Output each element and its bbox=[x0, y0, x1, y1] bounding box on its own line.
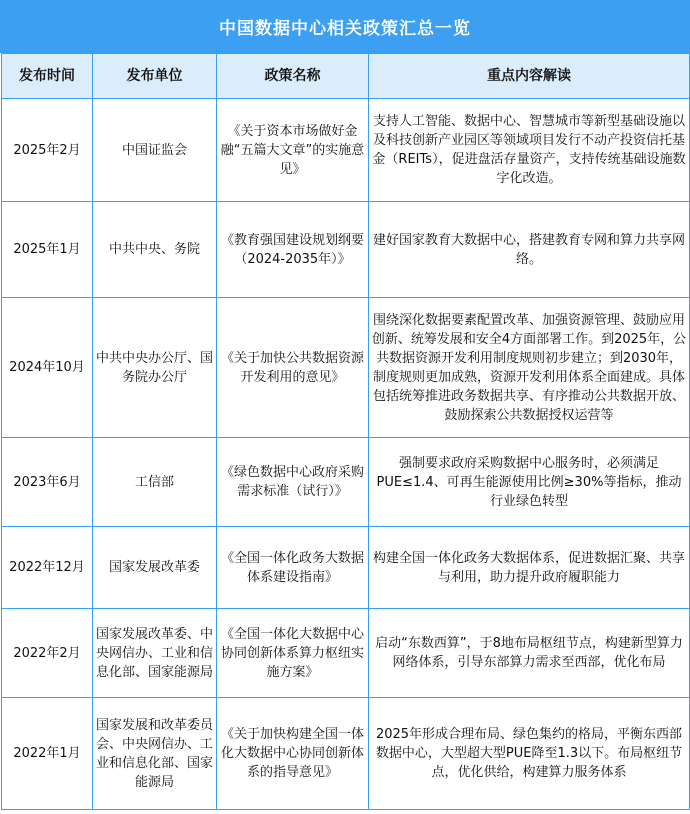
page-title: 中国数据中心相关政策汇总一览 bbox=[0, 0, 690, 53]
cell-time: 2023年6月 bbox=[2, 438, 93, 527]
table-header-row bbox=[2, 54, 690, 99]
table-row bbox=[2, 99, 690, 202]
table-row bbox=[2, 438, 690, 527]
cell-policy: 《教育强国建设规划纲要（2024-2035年）》 bbox=[217, 202, 369, 298]
table-row bbox=[2, 609, 690, 698]
policy-table bbox=[1, 53, 690, 810]
cell-issuer: 国家发展和改革委员会、中央网信办、工业和信息化部、国家能源局 bbox=[93, 698, 217, 810]
cell-policy: 《全国一体化政务大数据体系建设指南》 bbox=[217, 527, 369, 609]
cell-content: 建好国家教育大数据中心，搭建教育专网和算力共享网络。 bbox=[369, 202, 690, 298]
cell-issuer: 中共中央办公厅、国务院办公厅 bbox=[93, 298, 217, 438]
header-policy: 政策名称 bbox=[217, 54, 369, 99]
cell-time: 2022年2月 bbox=[2, 609, 93, 698]
table-row bbox=[2, 298, 690, 438]
table-row bbox=[2, 527, 690, 609]
cell-content: 支持人工智能、数据中心、智慧城市等新型基础设施以及科技创新产业园区等领域项目发行不动产投资信托基金（REITs），促进盘活存量资产，支持传统基础设施数字化改造。 bbox=[369, 99, 690, 202]
cell-time: 2022年1月 bbox=[2, 698, 93, 810]
cell-time: 2022年12月 bbox=[2, 527, 93, 609]
header-time: 发布时间 bbox=[2, 54, 93, 99]
cell-issuer: 中共中央、务院 bbox=[93, 202, 217, 298]
cell-content: 围绕深化数据要素配置改革、加强资源管理、鼓励应用创新、统筹发展和安全4方面部署工作。到2025年，公共数据资源开发利用制度规则初步建立；到2030年，制度规则更加成熟，资源开发利用体系全面建成。具体包括统筹推进政务数据共享、有序推动公共数据开放、鼓励探索公共数据授权运营等 bbox=[369, 298, 690, 438]
cell-content: 强制要求政府采购数据中心服务时，必须满足PUE≤1.4、可再生能源使用比例≥30%等指标，推动行业绿色转型 bbox=[369, 438, 690, 527]
header-issuer: 发布单位 bbox=[93, 54, 217, 99]
cell-policy: 《全国一体化大数据中心协同创新体系算力枢纽实施方案》 bbox=[217, 609, 369, 698]
cell-issuer: 国家发展改革委、中央网信办、工业和信息化部、国家能源局 bbox=[93, 609, 217, 698]
header-content: 重点内容解读 bbox=[369, 54, 690, 99]
cell-policy: 《关于加快公共数据资源开发利用的意见》 bbox=[217, 298, 369, 438]
cell-content: 构建全国一体化政务大数据体系，促进数据汇聚、共享与利用，助力提升政府履职能力 bbox=[369, 527, 690, 609]
cell-policy: 《关于加快构建全国一体化大数据中心协同创新体系的指导意见》 bbox=[217, 698, 369, 810]
cell-issuer: 工信部 bbox=[93, 438, 217, 527]
cell-policy: 《关于资本市场做好金融“五篇大文章”的实施意见》 bbox=[217, 99, 369, 202]
cell-time: 2025年1月 bbox=[2, 202, 93, 298]
cell-time: 2024年10月 bbox=[2, 298, 93, 438]
cell-issuer: 国家发展改革委 bbox=[93, 527, 217, 609]
cell-content: 启动“东数西算”，于8地布局枢纽节点，构建新型算力网络体系，引导东部算力需求至西部，优化布局 bbox=[369, 609, 690, 698]
table-row bbox=[2, 202, 690, 298]
cell-time: 2025年2月 bbox=[2, 99, 93, 202]
cell-issuer: 中国证监会 bbox=[93, 99, 217, 202]
cell-content: 2025年形成合理布局、绿色集约的格局，平衡东西部数据中心，大型超大型PUE降至1.3以下。布局枢纽节点，优化供给，构建算力服务体系 bbox=[369, 698, 690, 810]
cell-policy: 《绿色数据中心政府采购需求标准（试行）》 bbox=[217, 438, 369, 527]
table-row bbox=[2, 698, 690, 810]
